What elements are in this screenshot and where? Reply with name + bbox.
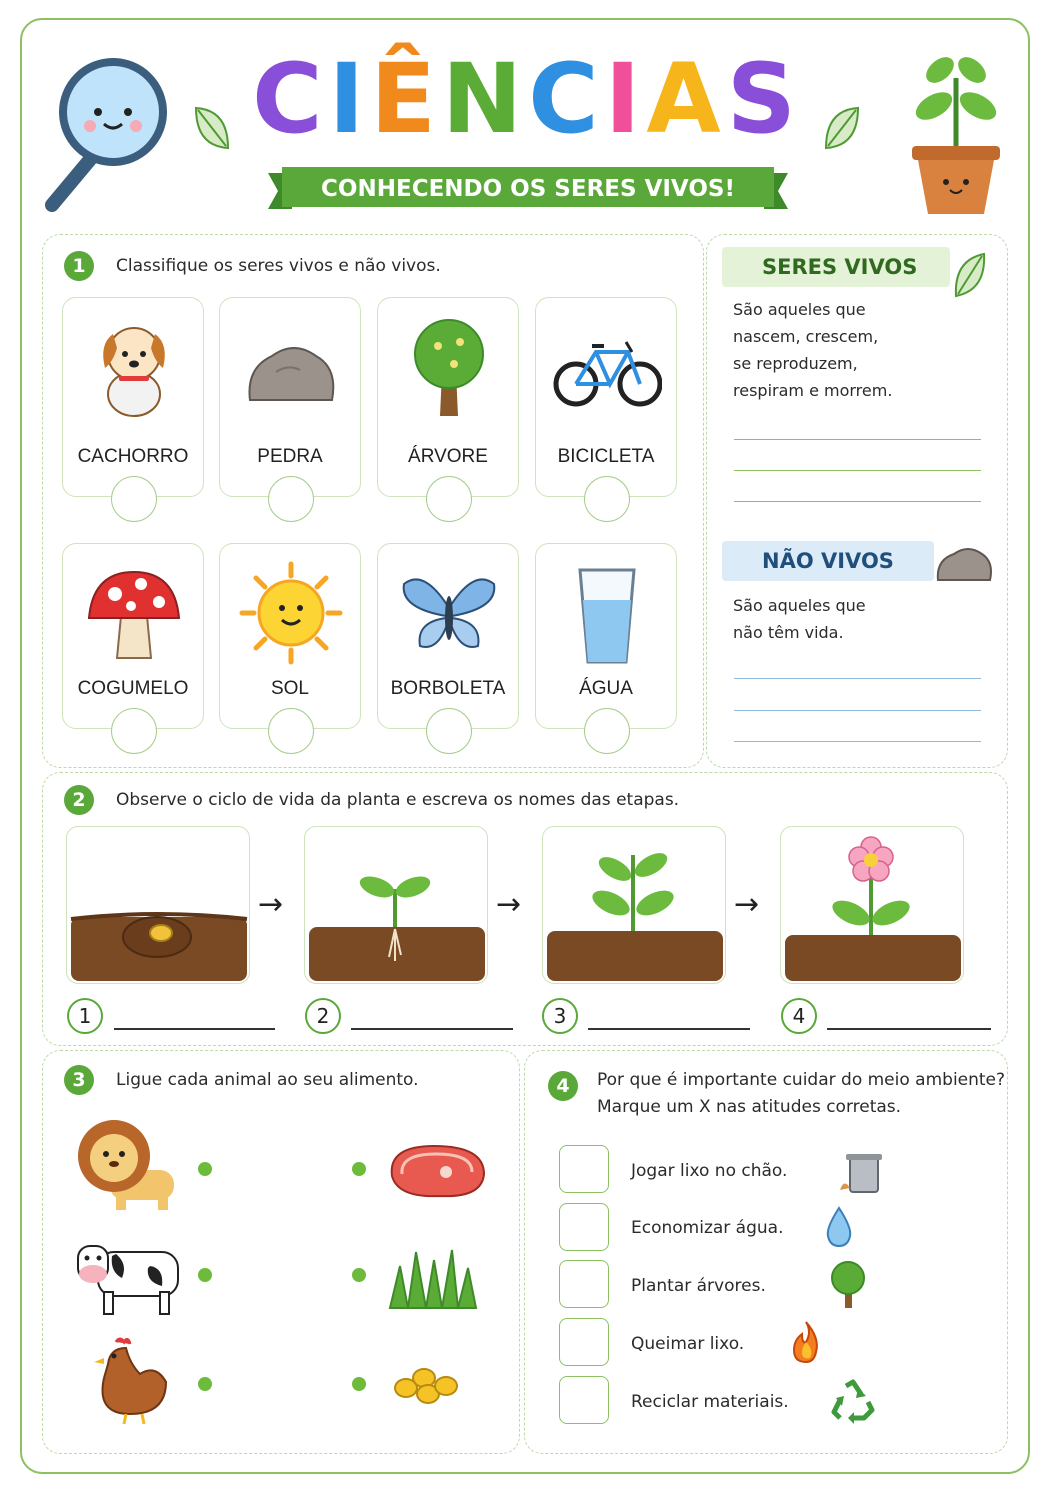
answer-line[interactable]: [734, 678, 981, 679]
answer-circle[interactable]: [426, 708, 472, 754]
arrow: →: [258, 887, 284, 922]
non-living-tag: NÃO VIVOS: [722, 541, 934, 581]
answer-line[interactable]: [734, 439, 981, 440]
card-label: COGUMELO: [77, 678, 189, 699]
rock-icon: [236, 312, 346, 422]
stage-answer-line[interactable]: [827, 1028, 991, 1030]
match-dot[interactable]: [198, 1377, 212, 1391]
question-prompt: [597, 1067, 1005, 1121]
card-label: CACHORRO: [77, 446, 189, 467]
match-dot[interactable]: [198, 1162, 212, 1176]
stage-number: 3: [542, 998, 578, 1034]
classify-card: [219, 297, 361, 497]
living-definition: [733, 296, 892, 404]
cow-icon: [72, 1232, 184, 1320]
fire-icon: [786, 1318, 826, 1366]
mushroom-icon: [79, 558, 189, 668]
definition-line: São aqueles que: [733, 596, 866, 615]
grass-icon: [386, 1246, 480, 1310]
hen-icon: [86, 1334, 176, 1426]
trash-can-icon: [836, 1148, 888, 1194]
arrow: →: [496, 887, 522, 922]
answer-circle[interactable]: [111, 476, 157, 522]
stage-number: 2: [305, 998, 341, 1034]
definition-line: São aqueles que: [733, 300, 866, 319]
answer-circle[interactable]: [426, 476, 472, 522]
recycle-icon: [828, 1378, 878, 1424]
sprout-icon: [305, 827, 488, 984]
leaf-icon: [950, 250, 990, 302]
rock-icon: [934, 542, 994, 584]
lion-icon: [70, 1112, 188, 1212]
bicycle-icon: [552, 312, 662, 422]
attitude-text: Economizar água.: [631, 1218, 784, 1238]
attitude-text: Queimar lixo.: [631, 1334, 745, 1354]
attitude-text: Reciclar materiais.: [631, 1392, 789, 1412]
question-prompt: Observe o ciclo de vida da planta e escreva os nomes das etapas.: [116, 790, 680, 810]
card-label: BICICLETA: [557, 446, 655, 467]
answer-line[interactable]: [734, 501, 981, 502]
title-letter: C: [528, 43, 605, 155]
answer-circle[interactable]: [584, 476, 630, 522]
answer-circle[interactable]: [111, 708, 157, 754]
answer-line[interactable]: [734, 710, 981, 711]
subtitle: CONHECENDO OS SERES VIVOS!: [321, 176, 735, 202]
corn-icon: [390, 1362, 462, 1406]
match-dot[interactable]: [352, 1268, 366, 1282]
checkbox[interactable]: [559, 1145, 609, 1193]
title-letter: I: [604, 43, 647, 155]
classify-card: [219, 543, 361, 729]
attitude-text: Plantar árvores.: [631, 1276, 766, 1296]
checkbox[interactable]: [559, 1318, 609, 1366]
classify-card: [535, 543, 677, 729]
definition-line: se reproduzem,: [733, 354, 858, 373]
title-letter: A: [646, 43, 727, 155]
stage-image: [780, 826, 964, 984]
non-living-definition: [733, 592, 866, 646]
checkbox[interactable]: [559, 1376, 609, 1424]
checkbox[interactable]: [559, 1203, 609, 1251]
classify-card: [377, 297, 519, 497]
stage-image: [304, 826, 488, 984]
prompt-line: Marque um X nas atitudes corretas.: [597, 1097, 902, 1117]
living-tag: SERES VIVOS: [722, 247, 950, 287]
title-letter: Ê: [370, 43, 442, 155]
card-label: SOL: [270, 678, 310, 699]
match-dot[interactable]: [352, 1377, 366, 1391]
classify-card: [535, 297, 677, 497]
answer-line[interactable]: [734, 470, 981, 471]
tree-icon: [394, 312, 504, 422]
title-letter: C: [252, 43, 329, 155]
flowering-plant-icon: [781, 827, 964, 984]
definition-line: não têm vida.: [733, 623, 844, 642]
prompt-line: Por que é importante cuidar do meio ambiente?: [597, 1070, 1006, 1090]
water-drop-icon: [824, 1206, 854, 1248]
stage-image: [66, 826, 250, 984]
classify-card: [62, 543, 204, 729]
dog-icon: [79, 312, 189, 422]
question-number: 2: [64, 785, 94, 815]
answer-line[interactable]: [734, 741, 981, 742]
question-number: 4: [548, 1071, 578, 1101]
butterfly-icon: [394, 558, 504, 668]
page-title: [0, 44, 1054, 154]
title-letter: N: [441, 43, 529, 155]
question-prompt: Classifique os seres vivos e não vivos.: [116, 256, 441, 276]
stage-number: 1: [67, 998, 103, 1034]
question-number: 3: [64, 1065, 94, 1095]
stage-answer-line[interactable]: [588, 1028, 750, 1030]
stage-answer-line[interactable]: [114, 1028, 275, 1030]
tree-icon: [826, 1258, 870, 1310]
answer-circle[interactable]: [268, 708, 314, 754]
match-dot[interactable]: [198, 1268, 212, 1282]
title-letter: S: [726, 43, 802, 155]
seed-icon: [67, 827, 250, 984]
classify-card: [62, 297, 204, 497]
title-letter: I: [328, 43, 371, 155]
classify-card: [377, 543, 519, 729]
sun-icon: [236, 558, 346, 668]
meat-icon: [384, 1140, 490, 1202]
checkbox[interactable]: [559, 1260, 609, 1308]
attitude-text: Jogar lixo no chão.: [631, 1161, 788, 1181]
card-label: BORBOLETA: [390, 678, 506, 699]
water-glass-icon: [552, 558, 662, 668]
answer-circle[interactable]: [268, 476, 314, 522]
match-dot[interactable]: [352, 1162, 366, 1176]
question-prompt: Ligue cada animal ao seu alimento.: [116, 1070, 419, 1090]
answer-circle[interactable]: [584, 708, 630, 754]
arrow: →: [734, 887, 760, 922]
stage-image: [542, 826, 726, 984]
young-plant-icon: [543, 827, 726, 984]
card-label: PEDRA: [257, 446, 323, 467]
question-number: 1: [64, 251, 94, 281]
definition-line: nascem, crescem,: [733, 327, 879, 346]
stage-number: 4: [781, 998, 817, 1034]
card-label: ÁRVORE: [408, 446, 488, 467]
stage-answer-line[interactable]: [351, 1028, 513, 1030]
card-label: ÁGUA: [579, 678, 633, 699]
definition-line: respiram e morrem.: [733, 381, 893, 400]
